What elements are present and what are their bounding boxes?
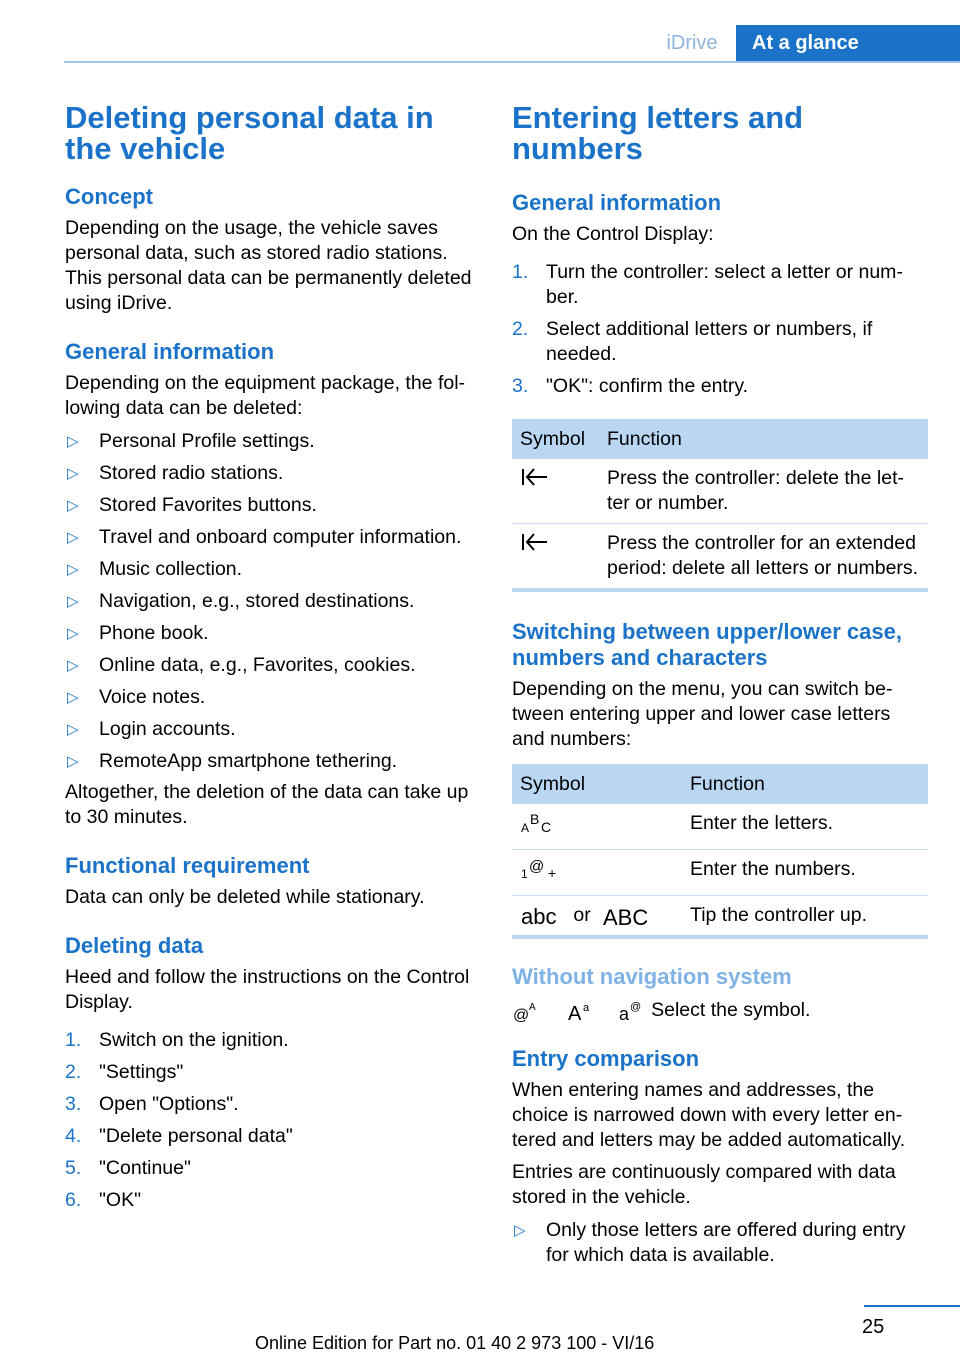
svg-text:C: C — [541, 819, 552, 835]
table-row — [512, 524, 928, 591]
triangle-bullet-icon: ▷ — [67, 593, 79, 610]
table-row — [512, 804, 928, 850]
list-item: ▷ Online data, e.g., Favorites, cookies. — [67, 654, 416, 676]
or-label: or — [573, 904, 591, 926]
entry-steps — [512, 260, 928, 399]
concept-text: Depending on the usage, the vehicle saves personal data, such as stored radio stations. This personal data can be permanently deleted using iDrive. — [65, 217, 472, 314]
numbers-icon — [520, 857, 564, 881]
svg-text:A: A — [529, 1001, 536, 1013]
entry-heading: Entry comparison — [512, 1046, 700, 1071]
step-item: 5. "Continue" — [65, 1157, 191, 1179]
svg-text:+: + — [548, 865, 557, 881]
case-symbol-table — [512, 764, 928, 939]
edition-text: Online Edition for Part no. 01 40 2 973 100 - VI/16 — [255, 1333, 655, 1353]
svg-text:a: a — [618, 1003, 629, 1023]
svg-text:1: 1 — [521, 867, 528, 881]
table-header-symbol: Symbol — [512, 764, 682, 804]
left-title: Deleting personal data in the vehicle — [65, 100, 434, 166]
delete-arrow-icon — [520, 531, 550, 553]
step-item: 1. Turn the controller: select a letter or number. — [512, 261, 903, 308]
triangle-bullet-icon: ▷ — [67, 561, 79, 578]
list-item: ▷ Navigation, e.g., stored destinations. — [67, 590, 415, 612]
triangle-bullet-icon: ▷ — [67, 753, 79, 770]
general-text: Depending on the equipment package, the following data can be deleted: — [65, 372, 466, 419]
table-header-function: Function — [682, 764, 928, 804]
list-item: ▷ Only those letters are offered during entry for which data is available. — [514, 1219, 906, 1266]
list-item: ▷ RemoteApp smartphone tethering. — [67, 750, 398, 772]
deleting-text: Heed and follow the instructions on the Control Display. — [65, 966, 470, 1013]
requirement-text: Data can only be deleted while stationary. — [65, 886, 425, 908]
svg-text:@: @ — [629, 1000, 641, 1013]
letter-at-icon — [618, 999, 646, 1023]
header-chapter: At a glance — [736, 25, 960, 61]
table-cell-function: Press the controller: delete the letter or number. — [599, 459, 928, 524]
step-item: 1. Switch on the ignition. — [65, 1029, 289, 1051]
at-letter-icon — [512, 999, 542, 1023]
deletion-duration-text: Altogether, the deletion of the data can take up to 30 minutes. — [65, 781, 469, 828]
right-general-heading: General information — [512, 190, 722, 215]
svg-text:A: A — [521, 821, 530, 835]
list-item: ▷ Personal Profile settings. — [67, 430, 315, 452]
step-item: 2. "Settings" — [65, 1061, 184, 1083]
left-column — [65, 102, 483, 1220]
step-item: 3. Open "Options". — [65, 1093, 239, 1115]
triangle-bullet-icon: ▷ — [67, 625, 79, 642]
deleting-steps — [65, 1028, 483, 1213]
triangle-bullet-icon: ▷ — [67, 497, 79, 514]
without-nav-heading: Without navigation system — [512, 964, 792, 989]
svg-text:@: @ — [529, 858, 545, 875]
table-header-function: Function — [599, 419, 928, 459]
requirement-heading: Functional requirement — [65, 853, 310, 878]
right-title: Entering letters and numbers — [512, 100, 804, 166]
case-switch-icon — [567, 999, 597, 1023]
svg-text:a: a — [582, 1001, 589, 1014]
right-general-text: On the Control Display: — [512, 223, 714, 245]
header-rule — [64, 61, 960, 63]
deleting-heading: Deleting data — [65, 933, 204, 958]
list-item: ▷ Voice notes. — [67, 686, 206, 708]
switching-text: Depending on the menu, you can switch between entering upper and lower case letters and numbers: — [512, 678, 893, 750]
list-item: ▷ Phone book. — [67, 622, 209, 644]
list-item: ▷ Stored radio stations. — [67, 462, 284, 484]
lowercase-abc-icon — [520, 904, 562, 928]
triangle-bullet-icon: ▷ — [67, 657, 79, 674]
table-row — [512, 850, 928, 896]
list-item: ▷ Stored Favorites buttons. — [67, 494, 317, 516]
entry-text-1: When entering names and addresses, the choice is narrowed down with every letter entered and letters may be added automatically. — [512, 1079, 906, 1151]
switching-heading: Switching between upper/lower case, numbers and characters — [512, 619, 902, 670]
table-header-symbol: Symbol — [512, 419, 599, 459]
triangle-bullet-icon: ▷ — [67, 465, 79, 482]
table-cell-function: Press the controller for an extended period: delete all letters or numbers. — [599, 524, 928, 591]
step-item: 6. "OK" — [65, 1189, 142, 1211]
right-column — [512, 102, 928, 1275]
list-item: ▷ Music collection. — [67, 558, 243, 580]
letters-icon — [520, 811, 560, 835]
triangle-bullet-icon: ▷ — [67, 721, 79, 738]
delete-symbol-table — [512, 419, 928, 592]
footer-rule — [864, 1305, 960, 1307]
header-section: iDrive — [666, 32, 718, 54]
entry-text-2: Entries are continuously compared with data stored in the vehicle. — [512, 1161, 896, 1208]
general-heading: General information — [65, 339, 275, 364]
triangle-bullet-icon: ▷ — [67, 433, 79, 450]
table-cell-function: Enter the numbers. — [682, 850, 928, 896]
triangle-bullet-icon: ▷ — [67, 689, 79, 706]
svg-text:A: A — [567, 1002, 582, 1023]
step-item: 3. "OK": confirm the entry. — [512, 375, 749, 397]
step-item: 4. "Delete personal data" — [65, 1125, 293, 1147]
triangle-bullet-icon: ▷ — [67, 529, 79, 546]
table-row — [512, 459, 928, 524]
without-nav-row — [512, 998, 928, 1023]
triangle-bullet-icon: ▷ — [514, 1222, 526, 1239]
svg-text:@: @ — [513, 1006, 530, 1023]
table-cell-function: Tip the controller up. — [682, 896, 928, 938]
delete-arrow-icon — [520, 466, 550, 488]
without-nav-text: Select the symbol. — [651, 999, 811, 1021]
svg-text:ABC: ABC — [603, 904, 649, 928]
page-number: 25 — [862, 1316, 885, 1338]
entry-list — [512, 1218, 928, 1268]
list-item: ▷ Login accounts. — [67, 718, 236, 740]
step-item: 2. Select additional letters or numbers, if needed. — [512, 318, 873, 365]
deletable-data-list — [65, 429, 483, 774]
svg-text:abc: abc — [521, 903, 557, 928]
uppercase-abc-icon — [602, 904, 652, 928]
svg-text:B: B — [530, 811, 540, 827]
table-row — [512, 896, 928, 938]
table-cell-function: Enter the letters. — [682, 804, 928, 850]
list-item: ▷ Travel and onboard computer information. — [67, 526, 462, 548]
concept-heading: Concept — [65, 184, 153, 209]
